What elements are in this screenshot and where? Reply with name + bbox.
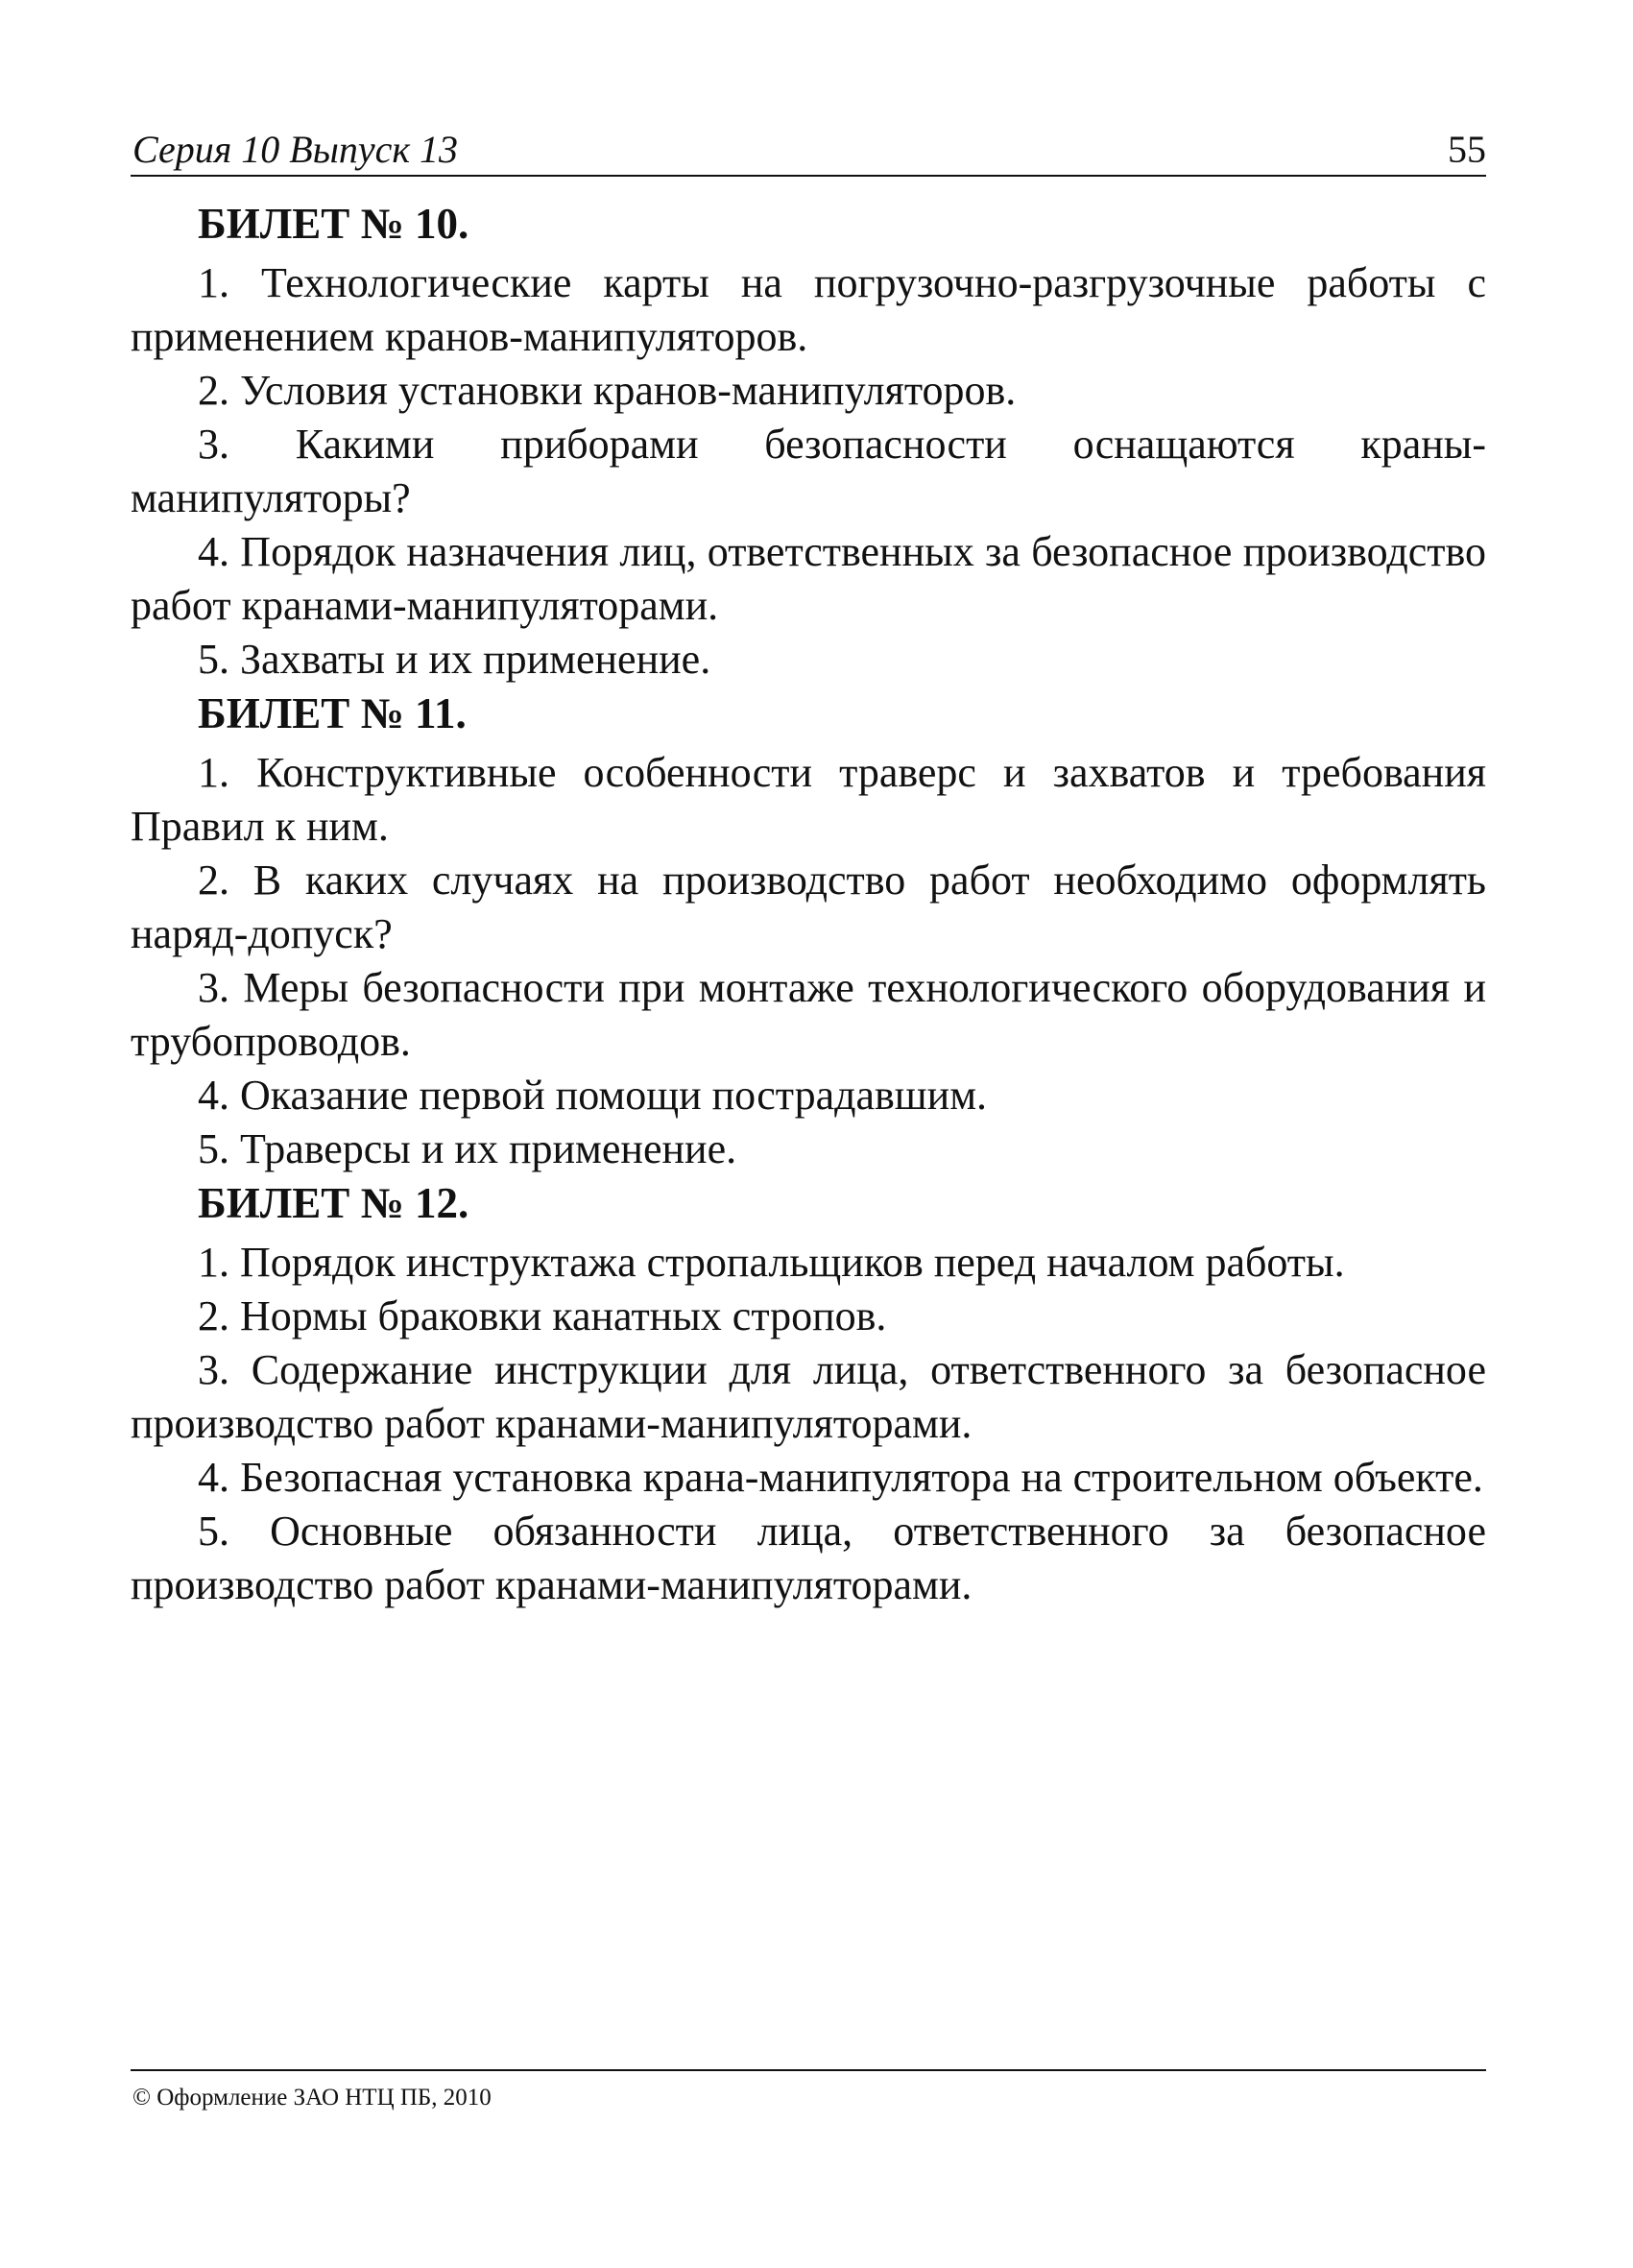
series-label: Серия 10 Выпуск 13 bbox=[132, 128, 459, 171]
page-header bbox=[131, 123, 1486, 177]
question-item: 3. Содержание инструкции для лица, ответственного за безопасное производство работ кранами-манипуляторами. bbox=[131, 1346, 1486, 1447]
question-item: 3. Меры безопасности при монтаже технологического оборудования и трубопроводов. bbox=[131, 964, 1486, 1065]
question-item: 5. Захваты и их применение. bbox=[198, 636, 711, 683]
ticket-11 bbox=[131, 687, 1486, 1176]
question-item: 5. Траверсы и их применение. bbox=[198, 1125, 737, 1172]
document-body bbox=[131, 197, 1486, 1612]
ticket-title: БИЛЕТ № 11. bbox=[198, 689, 467, 737]
question-item: 2. Условия установки кранов-манипуляторов. bbox=[198, 367, 1017, 414]
question-item: 4. Оказание первой помощи пострадавшим. bbox=[198, 1072, 988, 1119]
footer-divider bbox=[131, 2069, 1486, 2071]
question-item: 3. Какими приборами безопасности оснащаются краны-манипуляторы? bbox=[131, 421, 1486, 521]
question-item: 4. Безопасная установка крана-манипулятора на строительном объекте. bbox=[198, 1454, 1483, 1501]
ticket-10 bbox=[131, 197, 1486, 687]
question-item: 4. Порядок назначения лиц, ответственных за безопасное производство работ кранами-манипуляторами. bbox=[131, 528, 1486, 629]
question-item: 2. Нормы браковки канатных стропов. bbox=[198, 1292, 887, 1339]
footer-copyright: © Оформление ЗАО НТЦ ПБ, 2010 bbox=[132, 2085, 492, 2111]
ticket-12 bbox=[131, 1176, 1486, 1612]
page-number: 55 bbox=[1448, 128, 1486, 171]
ticket-title: БИЛЕТ № 12. bbox=[198, 1179, 469, 1227]
question-item: 1. Порядок инструктажа стропальщиков перед началом работы. bbox=[198, 1239, 1345, 1286]
question-item: 2. В каких случаях на производство работ необходимо оформлять наряд-допуск? bbox=[131, 857, 1486, 957]
question-item: 1. Технологические карты на погрузочно-разгрузочные работы с применением кранов-манипуляторов. bbox=[131, 259, 1486, 360]
question-item: 1. Конструктивные особенности траверс и захватов и требования Правил к ним. bbox=[131, 749, 1486, 850]
question-item: 5. Основные обязанности лица, ответственного за безопасное производство работ кранами-манипуляторами. bbox=[131, 1508, 1486, 1608]
ticket-title: БИЛЕТ № 10. bbox=[198, 200, 469, 248]
